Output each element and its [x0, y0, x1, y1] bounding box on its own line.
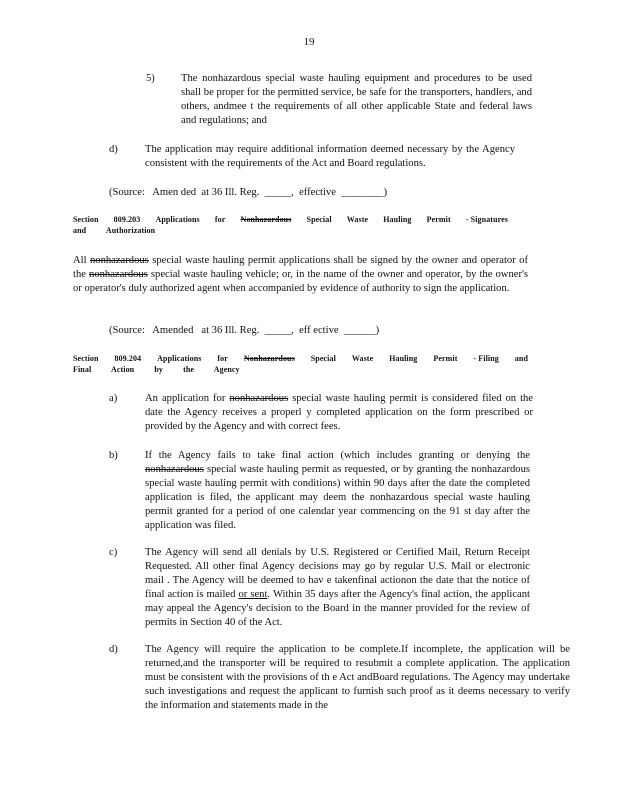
item-a-label: a): [109, 393, 118, 404]
item-5-label: 5): [146, 73, 155, 84]
item-d-top-text: The application may require additional information deemed necessary by the Agency consistent with the requirements of the Act and Board regulations.: [145, 144, 515, 169]
item-d-label: d): [109, 644, 118, 655]
item-c-label: c): [109, 547, 118, 558]
source-note-2: (Source: Amended at 36 Ill. Reg. _____, eff ective ______): [109, 325, 380, 336]
item-b-text: If the Agency fails to take final action (which includes granting or denying the nonhazardous special waste hauling permit as requested, or by granting the nonhazardous special waste hauling permit with conditions) within 90 days after the date the completed application is filed, the applicant may deem the nonhazardous special waste hauling permit granted for a period of one calendar year commencing on the 91 st day after the application was filed.: [145, 450, 530, 531]
source-note-1: (Source: Amen ded at 36 Ill. Reg. _____, effective ________): [109, 187, 388, 198]
section-809-203-heading: Section 809.203 Applications for Nonhazardous Special Waste Hauling Permit - Signatures and Authorization: [73, 215, 508, 235]
item-d-top-label: d): [109, 144, 118, 155]
item-b-label: b): [109, 450, 118, 461]
item-d-text: The Agency will require the application to be complete.If incomplete, the application will be returned,and the transporter will be required to resubmit a complete application. The application must be consistent with the provisions of th e Act andBoard regulations. The Agency may undertake such investigations and request the applicant to furnish such proof as it deems necessary to verify the information and statements made in the: [145, 644, 570, 711]
section-809-204-heading: Section 809.204 Applications for Nonhazardous Special Waste Hauling Permit - Filing and Final Action by the Agency: [73, 354, 528, 374]
page-number: 19: [303, 36, 315, 48]
section-809-203-paragraph: All nonhazardous special waste hauling permit applications shall be signed by the owner and operator of the nonhazardous special waste hauling vehicle; or, in the name of the owner and operator, by the owner's or operator's duly authorized agent when accompanied by evidence of authority to sign the application.: [73, 255, 529, 294]
item-5-text: The nonhazardous special waste hauling equipment and procedures to be used shall be proper for the permitted service, be safe for the transporters, handlers, and others, andmee t the requirements of all other applicable State and federal laws and regulations; and: [181, 73, 532, 126]
item-a-text: An application for nonhazardous special waste hauling permit is considered filed on the date the Agency receives a properl y completed application on the form prescribed or provided by the Agency and with correct fees.: [145, 393, 534, 432]
item-c-text: The Agency will send all denials by U.S. Registered or Certified Mail, Return Receipt Requested. All other final Agency decisions may go by regular U.S. Mail or electronic mail . The Agency will be deemed to hav e takenfinal actionon the date that the notice of final action is mailed or sent. Within 35 days after the Agency's final action, the applicant may appeal the Agency's decision to the Board in the manner provided for the review of permits in Section 40 of the Act.: [145, 547, 530, 628]
